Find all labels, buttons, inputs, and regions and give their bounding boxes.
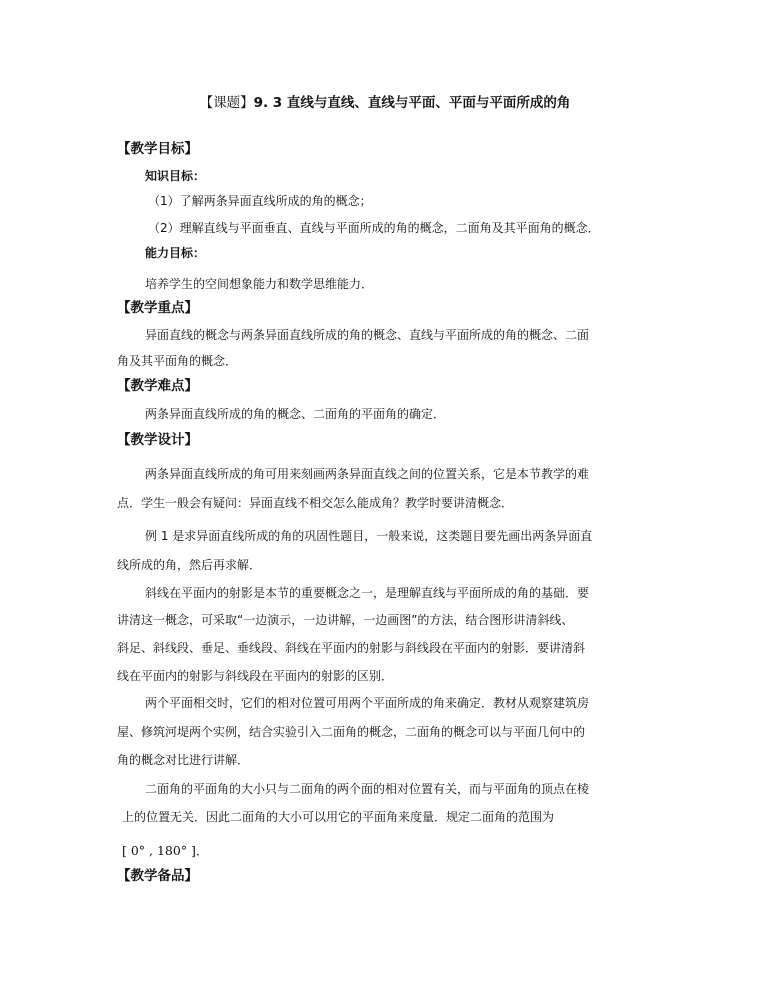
- key-points-heading: 【教学重点】: [117, 300, 198, 316]
- design-heading: 【教学设计】: [117, 432, 198, 448]
- design-p5-line-1: 二面角的平面角的大小只与二面角的两个面的相对位置有关，而与平面角的顶点在棱: [145, 782, 590, 796]
- design-p4-line-3: 角的概念对比进行讲解．: [117, 753, 250, 767]
- ability-objective-label: 能力目标：: [145, 246, 206, 260]
- design-p1-line-2: 点．学生一般会有疑问：异面直线不相交怎么能成角？教学时要讲清概念．: [117, 496, 514, 510]
- key-points-line-2: 角及其平面角的概念．: [117, 354, 238, 368]
- design-p5-line-2: 上的位置无关．因此二面角的大小可以用它的平面角来度量．规定二面角的范围为: [122, 810, 555, 824]
- lesson-title: [0, 94, 770, 112]
- design-p5-range-line: [122, 843, 208, 859]
- angle-range-end: ．: [195, 844, 208, 858]
- design-p3-line-3: 斜足、斜线段、垂足、垂线段、斜线在平面内的射影与斜线段在平面内的射影．要讲清斜: [117, 641, 586, 655]
- objectives-heading: 【教学目标】: [117, 141, 198, 157]
- design-p1-line-1: 两条异面直线所成的角可用来刻画两条异面直线之间的位置关系，它是本节教学的难: [145, 467, 590, 481]
- title-main: 9. 3 直线与直线、直线与平面、平面与平面所成的角: [253, 95, 571, 111]
- difficulties-line-1: 两条异面直线所成的角的概念、二面角的平面角的确定．: [145, 407, 446, 421]
- knowledge-objective-1: （1）了解两条异面直线所成的角的概念；: [148, 194, 372, 208]
- equipment-heading: 【教学备品】: [117, 868, 198, 884]
- design-p2-line-2: 线所成的角，然后再求解．: [117, 558, 262, 572]
- title-tag: 【课题】: [199, 95, 254, 111]
- design-p4-line-2: 屋、修筑河堤两个实例，结合实验引入二面角的概念，二面角的概念可以与平面几何中的: [117, 725, 586, 739]
- knowledge-objective-label: 知识目标：: [145, 169, 206, 183]
- angle-range: [ 0° , 180° ]: [122, 843, 196, 858]
- design-p3-line-2: 讲清这一概念，可采取“一边演示，一边讲解，一边画图”的方法，结合图形讲清斜线、: [117, 613, 574, 627]
- difficulties-heading: 【教学难点】: [117, 378, 198, 394]
- knowledge-objective-2: （2）理解直线与平面垂直、直线与平面所成的角的概念，二面角及其平面角的概念．: [148, 221, 600, 235]
- design-p2-line-1: 例 1 是求异面直线所成的角的巩固性题目，一般来说，这类题目要先画出两条异面直: [145, 529, 593, 543]
- design-p3-line-4: 线在平面内的射影与斜线段在平面内的射影的区别．: [117, 669, 394, 683]
- key-points-line-1: 异面直线的概念与两条异面直线所成的角的概念、直线与平面所成的角的概念、二面: [145, 328, 590, 342]
- design-p4-line-1: 两个平面相交时，它们的相对位置可用两个平面所成的角来确定．教材从观察建筑房: [145, 696, 590, 710]
- design-p3-line-1: 斜线在平面内的射影是本节的重要概念之一，是理解直线与平面所成的角的基础．要: [145, 586, 590, 600]
- ability-objective-1: 培养学生的空间想象能力和数学思维能力．: [145, 277, 374, 291]
